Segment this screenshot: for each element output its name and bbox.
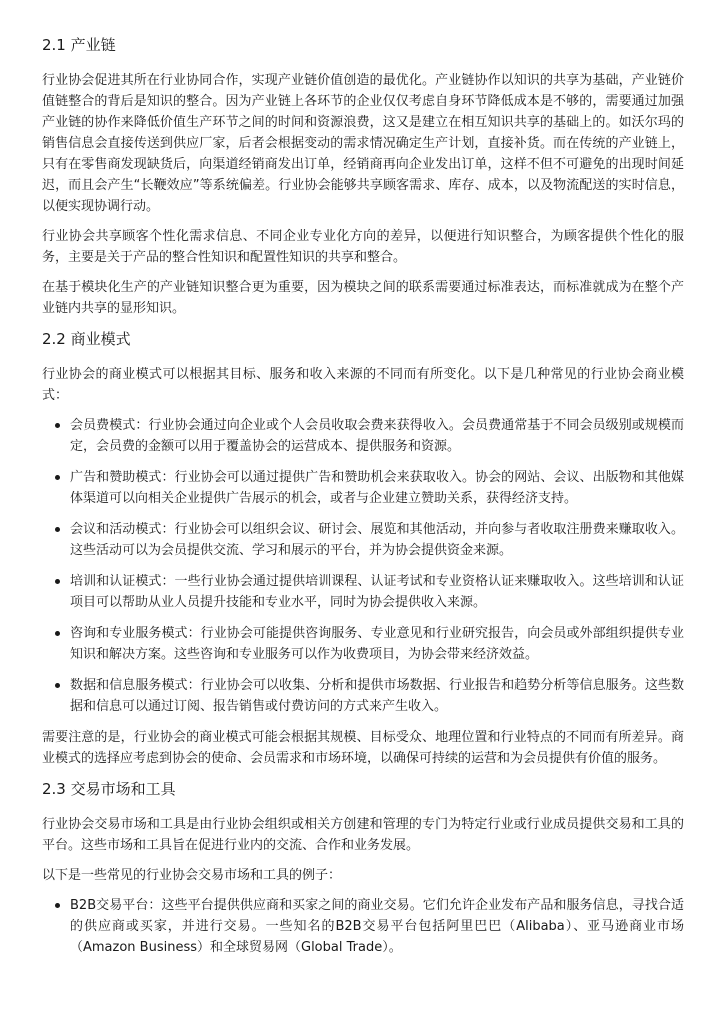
list-item-text: 培训和认证模式：一些行业协会通过提供培训课程、认证考试和专业资格认证来赚取收入。这些培训和认证项目可以帮助从业人员提升技能和专业水平，同时为协会提供收入来源。 (70, 574, 684, 610)
list-item (70, 623, 684, 665)
business-model-list (42, 415, 684, 717)
bullet-icon (55, 527, 60, 532)
bullet-icon (55, 423, 60, 428)
paragraph: 需要注意的是，行业协会的商业模式可能会根据其规模、目标受众、地理位置和行业特点的不同而有所差异。商业模式的选择应考虑到协会的使命、会员需求和市场环境，以确保可持续的运营和为会员提供有价值的服务。 (42, 730, 684, 766)
paragraph: 以下是一些常见的行业协会交易市场和工具的例子： (42, 868, 342, 883)
list-item (70, 415, 684, 457)
list-item (70, 467, 684, 509)
list-item (70, 571, 684, 613)
trading-platform-list (42, 895, 684, 958)
paragraph: 行业协会促进其所在行业协同合作，实现产业链价值创造的最优化。产业链协作以知识的共享为基础，产业链价值链整合的背后是知识的整合。因为产业链上各环节的企业仅仅考虑自身环节降低成本是不够的，需要通过加强产业链的协作来降低价值生产环节之间的时间和资源浪费，这又是建立在相互知识共享的基础上的。如沃尔玛的销售信息会直接传送到供应厂家，后者会根据变动的需求情况确定生产计划，直接补货。而在传统的产业链上，只有在零售商发现缺货后，向渠道经销商发出订单，经销商再向企业发出订单，这样不但不可避免的出现时间延迟，而且会产生“长鞭效应”等系统偏差。行业协会能够共享顾客需求、库存、成本，以及物流配送的实时信息，以便实现协调行动。 (42, 73, 684, 214)
list-item (70, 895, 684, 958)
paragraph: 行业协会交易市场和工具是由行业协会组织或相关方创建和管理的专门为特定行业或行业成员提供交易和工具的平台。这些市场和工具旨在促进行业内的交流、合作和业务发展。 (42, 817, 684, 853)
list-item-text: 广告和赞助模式：行业协会可以通过提供广告和赞助机会来获取收入。协会的网站、会议、出版物和其他媒体渠道可以向相关企业提供广告展示的机会，或者与企业建立赞助关系，获得经济支持。 (70, 470, 684, 506)
bullet-icon (55, 683, 60, 688)
list-item (70, 675, 684, 717)
bullet-icon (55, 903, 60, 908)
list-item-text: 会员费模式：行业协会通过向企业或个人会员收取会费来获得收入。会员费通常基于不同会员级别或规模而定，会员费的金额可以用于覆盖协会的运营成本、提供服务和资源。 (70, 418, 684, 454)
paragraph: 行业协会共享顾客个性化需求信息、不同企业专业化方向的差异，以便进行知识整合，为顾客提供个性化的服务，主要是关于产品的整合性知识和配置性知识的共享和整合。 (42, 229, 684, 265)
bullet-icon (55, 475, 60, 480)
list-item-text: 咨询和专业服务模式：行业协会可能提供咨询服务、专业意见和行业研究报告，向会员或外部组织提供专业知识和解决方案。这些咨询和专业服务可以作为收费项目，为协会带来经济效益。 (70, 626, 684, 662)
list-item-text: 会议和活动模式：行业协会可以组织会议、研讨会、展览和其他活动，并向参与者收取注册费来赚取收入。这些活动可以为会员提供交流、学习和展示的平台，并为协会提供资金来源。 (70, 522, 684, 558)
section-heading-2-3: 2.3 交易市场和工具 (42, 780, 176, 798)
paragraph: 在基于模块化生产的产业链知识整合更为重要，因为模块之间的联系需要通过标准表达，而标准就成为在整个产业链内共享的显形知识。 (42, 280, 684, 316)
list-item-text: B2B交易平台：这些平台提供供应商和买家之间的商业交易。它们允许企业发布产品和服务信息，寻找合适的供应商或买家，并进行交易。一些知名的B2B交易平台包括阿里巴巴（Alibaba）、亚马逊商业市场（Amazon Business）和全球贸易网（Global Trade）。 (70, 898, 684, 955)
bullet-icon (55, 579, 60, 584)
paragraph: 行业协会的商业模式可以根据其目标、服务和收入来源的不同而有所变化。以下是几种常见的行业协会商业模式： (42, 367, 684, 403)
list-item (70, 519, 684, 561)
list-item-text: 数据和信息服务模式：行业协会可以收集、分析和提供市场数据、行业报告和趋势分析等信息服务。这些数据和信息可以通过订阅、报告销售或付费访问的方式来产生收入。 (70, 678, 684, 714)
section-heading-2-2: 2.2 商业模式 (42, 330, 131, 348)
bullet-icon (55, 631, 60, 636)
section-heading-2-1: 2.1 产业链 (42, 36, 116, 54)
